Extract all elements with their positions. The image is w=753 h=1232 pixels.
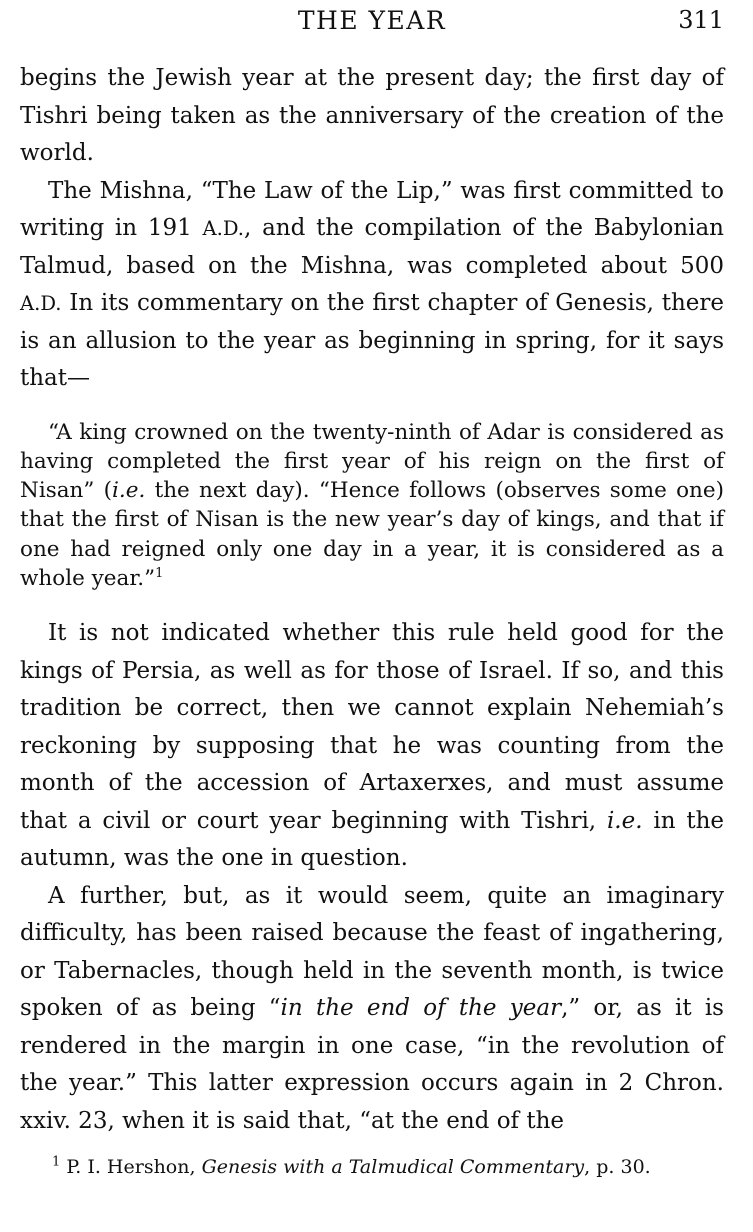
running-title: THE YEAR <box>297 6 447 35</box>
paragraph-3 <box>20 615 724 878</box>
block-quote <box>20 418 724 594</box>
paragraph-4-text-a: A further, but, as it would seem, quite an imaginary difficulty, has been raised because the feast of ingathering, or Tabernacles, though held in the seventh month, is twice spoken of as being “ <box>20 882 724 1022</box>
footnote <box>20 1154 724 1180</box>
paragraph-3-text-a: It is not indicated whether this rule held good for the kings of Persia, as well as for those of Israel. If so, and this tradition be correct, then we cannot explain Nehemiah’s reckoning by supposing that he was counting from the month of the accession of Artaxerxes, and must assume that a civil or court year beginning with Tishri, <box>20 620 724 834</box>
footnote-ref[interactable]: 1 <box>155 565 164 581</box>
footnote-work: Genesis with a Talmudical Commentary <box>201 1156 585 1178</box>
paragraph-1 <box>20 60 724 173</box>
paragraph-2 <box>20 173 724 398</box>
paragraph-4 <box>20 878 724 1141</box>
era-abbrev-2: A.D. <box>20 292 62 315</box>
paragraph-4-italic: in the end of the year <box>280 995 562 1022</box>
footnote-marker: 1 <box>52 1154 61 1170</box>
quote-text-a: “A king crowned on the twenty-ninth of Adar is considered as having completed the first year of his reign on the first of Nisan” ( <box>20 419 724 504</box>
paragraph-2-text-c: In its commentary on the first chapter of Genesis, there is an allusion to the year as beginning in spring, for it says that— <box>20 290 724 391</box>
main-text <box>20 60 724 1140</box>
footnote-author: P. I. Hershon, <box>66 1156 202 1178</box>
footnote-page: , p. 30. <box>584 1156 651 1178</box>
paragraph-2-text-b: , and the compilation of the Babylonian Talmud, based on the Mishna, was completed about 500 <box>20 215 724 279</box>
running-header <box>20 4 724 40</box>
paragraph-3-text-b: in the autumn, was the one in question. <box>20 807 724 872</box>
paragraph-3-ie: i.e. <box>606 807 643 834</box>
quote-text-b: the next day). “Hence follows (observes some one) that the first of Nisan is the new year’s day of kings, and that if one had reigned only one day in a year, it is considered as a whole year.” <box>20 478 724 591</box>
quote-ie: i.e. <box>112 478 146 504</box>
paragraph-4-text-b: ,” or, as it is rendered in the margin in one case, “in the revolution of the year.” This latter expression occurs again in 2 Chron. xxiv. 23, when it is said that, “at the end of the <box>20 995 724 1134</box>
paragraph-2-text-a: The Mishna, “The Law of the Lip,” was first committed to writing in 191 <box>20 177 724 241</box>
era-abbrev-1: A.D. <box>202 217 245 240</box>
paragraph-1-text: begins the Jewish year at the present day; the first day of Tishri being taken as the anniversary of the creation of the world. <box>20 65 724 166</box>
page-number: 311 <box>678 6 724 34</box>
